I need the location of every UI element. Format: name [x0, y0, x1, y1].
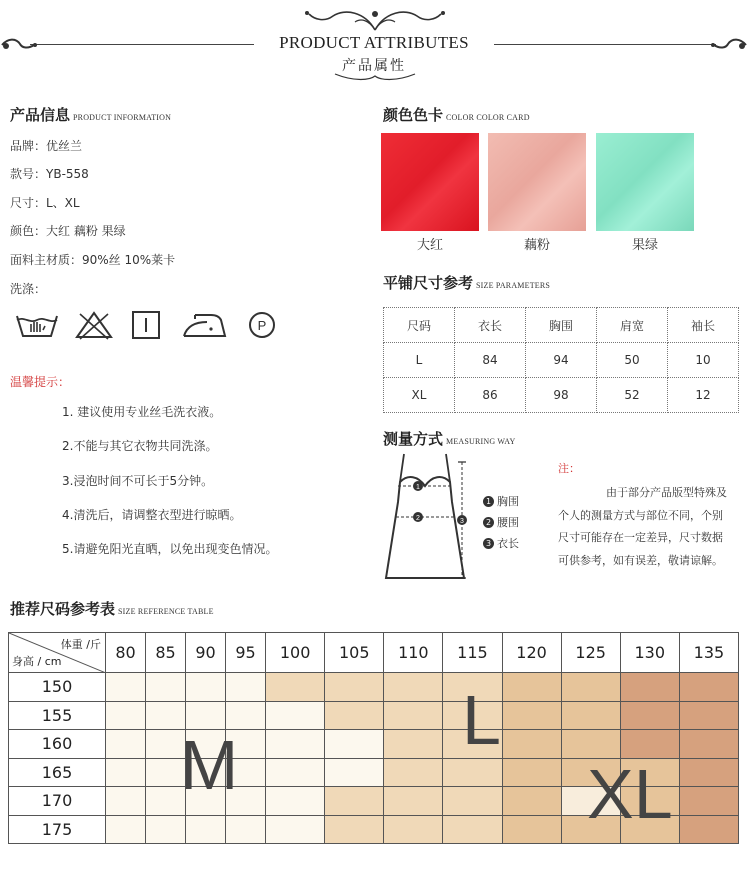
- tips-title: 温馨提示：: [10, 375, 71, 389]
- note-line: 个人的测量方式与部位不同，个别: [558, 509, 723, 522]
- weight-cell: 80: [106, 633, 146, 673]
- dry-clean-icon: [247, 310, 277, 340]
- size-label-xl: XL: [587, 755, 673, 833]
- scroll-ornament-left-icon: [0, 36, 40, 54]
- height-cell: 175: [9, 815, 106, 844]
- size-cell: [679, 730, 738, 759]
- banner-subtitle: 产品属性: [342, 59, 406, 74]
- size-cell: [384, 815, 443, 844]
- size-cell: [325, 730, 384, 759]
- no-bleach-icon: [74, 310, 114, 340]
- flourish-bottom-icon: [330, 70, 420, 82]
- size-cell: [561, 673, 620, 702]
- size-cell: [325, 758, 384, 787]
- cell: 12: [668, 378, 739, 413]
- table-row: [384, 308, 739, 343]
- size-cell: [384, 673, 443, 702]
- size-cell: [679, 787, 738, 816]
- size-cell: [502, 815, 561, 844]
- hand-wash-icon: [14, 310, 60, 340]
- cell: 84: [455, 343, 526, 378]
- dress-diagram-icon: [378, 450, 478, 586]
- cell: 50: [597, 343, 668, 378]
- size-cell: [266, 815, 325, 844]
- weight-cell: 85: [146, 633, 186, 673]
- tip-item: 5.请避免阳光直晒，以免出现变色情况。: [62, 542, 278, 556]
- size-cell: [266, 673, 325, 702]
- cell: XL: [384, 378, 455, 413]
- weight-cell: 130: [620, 633, 679, 673]
- size-cell: [443, 758, 502, 787]
- svg-text:P: P: [257, 318, 267, 333]
- size-cell: [226, 673, 266, 702]
- size-cell: [106, 815, 146, 844]
- size-cell: [502, 673, 561, 702]
- swatch-green: [596, 133, 694, 231]
- model-line: 款号：YB-558: [10, 167, 89, 181]
- size-cell: [186, 673, 226, 702]
- size-cell: [679, 701, 738, 730]
- size-cell: [266, 758, 325, 787]
- legend-length: 3 衣长: [483, 535, 519, 551]
- tip-item: 4.清洗后，请调整衣型进行晾晒。: [62, 508, 242, 522]
- size-cell: [384, 730, 443, 759]
- cell: 94: [526, 343, 597, 378]
- weight-cell: 125: [561, 633, 620, 673]
- weight-cell: 120: [502, 633, 561, 673]
- tip-item: 2.不能与其它衣物共同洗涤。: [62, 439, 218, 453]
- size-cell: [384, 701, 443, 730]
- measuring-title: 测量方式 MEASURING WAY: [383, 430, 516, 448]
- size-label-l: L: [462, 681, 501, 759]
- size-params-title: 平铺尺寸参考 SIZE PARAMETERS: [383, 274, 551, 292]
- size-cell: [679, 758, 738, 787]
- height-cell: 155: [9, 701, 106, 730]
- weight-cell: 135: [679, 633, 738, 673]
- table-header-row: [9, 633, 739, 673]
- weight-cell: 90: [186, 633, 226, 673]
- legend-waist: 2 腰围: [483, 514, 519, 530]
- svg-text:2: 2: [416, 515, 420, 522]
- note-line: 尺寸可能存在一定差异，尺寸数据: [558, 531, 723, 544]
- size-line: 尺寸：L、XL: [10, 196, 80, 210]
- line-dry-icon: [130, 310, 162, 340]
- tip-item: 1. 建议使用专业丝毛洗衣液。: [62, 405, 222, 419]
- size-cell: [106, 701, 146, 730]
- header-cell: 肩宽: [597, 308, 668, 343]
- banner-title: PRODUCT ATTRIBUTES: [279, 33, 469, 52]
- size-cell: [325, 787, 384, 816]
- svg-text:3: 3: [460, 518, 464, 525]
- banner-line-right: [494, 44, 716, 45]
- size-cell: [226, 815, 266, 844]
- color-line: 颜色：大红 藕粉 果绿: [10, 224, 126, 238]
- weight-cell: 115: [443, 633, 502, 673]
- size-cell: [502, 701, 561, 730]
- size-cell: [266, 787, 325, 816]
- weight-cell: 100: [266, 633, 325, 673]
- size-table-title: 推荐尺码参考表 SIZE REFERENCE TABLE: [10, 600, 214, 618]
- header-cell: 袖长: [668, 308, 739, 343]
- size-cell: [106, 758, 146, 787]
- weight-cell: 105: [325, 633, 384, 673]
- swatch-label: 藕粉: [523, 238, 550, 253]
- size-params-table: [383, 307, 739, 413]
- size-cell: [502, 730, 561, 759]
- legend-chest: 1 胸围: [483, 493, 519, 509]
- size-cell: [384, 787, 443, 816]
- weight-label: 体重 /斤: [60, 638, 101, 651]
- svg-text:1: 1: [416, 484, 420, 491]
- crown-ornament-icon: [295, 4, 455, 34]
- size-cell: [561, 701, 620, 730]
- cell: 10: [668, 343, 739, 378]
- size-cell: [106, 787, 146, 816]
- table-row: [384, 378, 739, 413]
- size-cell: [502, 758, 561, 787]
- table-row: [384, 343, 739, 378]
- corner-cell: [9, 633, 106, 673]
- size-cell: [443, 787, 502, 816]
- size-cell: [325, 701, 384, 730]
- header-cell: 尺码: [384, 308, 455, 343]
- scroll-ornament-right-icon: [708, 36, 748, 54]
- size-label-m: M: [180, 726, 239, 804]
- size-cell: [620, 701, 679, 730]
- size-cell: [443, 815, 502, 844]
- table-row: [9, 701, 739, 730]
- swatch-red: [381, 133, 479, 231]
- swatch-label: 大红: [416, 238, 443, 253]
- size-cell: [106, 730, 146, 759]
- size-cell: [679, 815, 738, 844]
- note-line: 可供参考，如有误差，敬请谅解。: [558, 554, 723, 567]
- cell: 98: [526, 378, 597, 413]
- height-cell: 160: [9, 730, 106, 759]
- header-cell: 衣长: [455, 308, 526, 343]
- banner-line-left: [30, 44, 254, 45]
- size-cell: [146, 815, 186, 844]
- color-card-title: 颜色色卡 COLOR COLOR CARD: [383, 106, 530, 124]
- height-cell: 170: [9, 787, 106, 816]
- wash-line: 洗涤：: [10, 282, 47, 296]
- material-line: 面料主材质：90%丝 10%莱卡: [10, 253, 176, 267]
- product-info-title: 产品信息 PRODUCT INFORMATION: [10, 106, 172, 124]
- size-cell: [620, 673, 679, 702]
- size-cell: [106, 673, 146, 702]
- cell: L: [384, 343, 455, 378]
- header-cell: 胸围: [526, 308, 597, 343]
- size-cell: [325, 815, 384, 844]
- iron-icon: [181, 310, 229, 340]
- height-cell: 150: [9, 673, 106, 702]
- size-cell: [679, 673, 738, 702]
- table-row: [9, 673, 739, 702]
- note-line: 由于部分产品版型特殊及: [606, 486, 727, 499]
- cell: 86: [455, 378, 526, 413]
- height-cell: 165: [9, 758, 106, 787]
- height-label: 身高 / cm: [12, 655, 62, 668]
- swatch-label: 果绿: [631, 238, 658, 253]
- size-cell: [186, 815, 226, 844]
- note-title: 注：: [558, 462, 580, 475]
- brand-line: 品牌：优丝兰: [10, 139, 83, 153]
- size-cell: [146, 673, 186, 702]
- weight-cell: 95: [226, 633, 266, 673]
- size-cell: [325, 673, 384, 702]
- size-cell: [266, 730, 325, 759]
- size-cell: [384, 758, 443, 787]
- cell: 52: [597, 378, 668, 413]
- size-cell: [266, 701, 325, 730]
- swatch-pink: [488, 133, 586, 231]
- weight-cell: 110: [384, 633, 443, 673]
- tip-item: 3.浸泡时间不可长于5分钟。: [62, 474, 214, 488]
- size-cell: [502, 787, 561, 816]
